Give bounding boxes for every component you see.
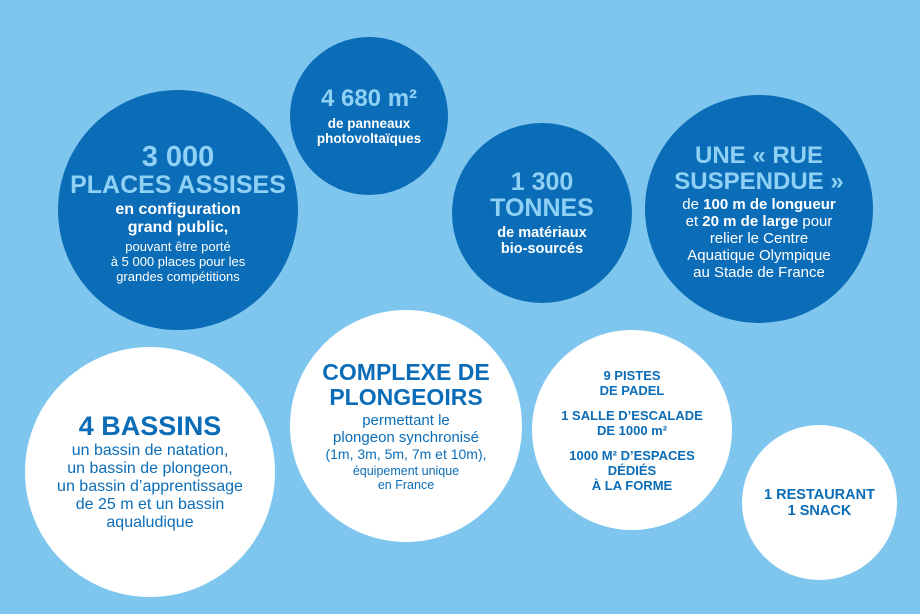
- solar-figure: 4 680 m²: [320, 84, 418, 112]
- diving-line-3: (1m, 3m, 5m, 7m et 10m),: [325, 445, 487, 462]
- materials-figure: 1 300: [510, 167, 574, 196]
- pools-headline: 4 BASSINS: [78, 411, 222, 442]
- seats-line-2: à 5 000 places pour les: [110, 254, 246, 270]
- seats-figure: 3 000: [141, 140, 215, 173]
- seats-line-1: pouvant être porté: [125, 239, 231, 255]
- street-bubble: [645, 95, 873, 323]
- materials-line-1: de matériaux: [497, 225, 587, 242]
- diving-headline-2: PLONGEOIRS: [329, 383, 483, 410]
- street-line-5: au Stade de France: [693, 263, 825, 281]
- pools-line-5: aqualudique: [106, 513, 194, 531]
- street-line-3: relier le Centre: [709, 229, 809, 247]
- solar-bubble: [290, 37, 448, 195]
- solar-line-1: de panneaux: [327, 116, 411, 132]
- street-line-2: et 20 m de large pour: [685, 212, 833, 230]
- seats-headline: PLACES ASSISES: [70, 171, 286, 200]
- materials-line-2: bio-sourcés: [500, 241, 584, 258]
- food-line-2: 1 SNACK: [787, 502, 852, 519]
- street-headline-1: UNE « RUE: [694, 142, 824, 170]
- food-bubble: [742, 425, 897, 580]
- seats-bubble: [58, 90, 298, 330]
- sports-item-1b: DE PADEL: [599, 382, 665, 398]
- diving-line-1: permettant le: [362, 411, 450, 429]
- materials-bubble: [452, 123, 632, 303]
- sports-bubble: [532, 330, 732, 530]
- diving-line-5: en France: [377, 477, 435, 492]
- materials-headline: TONNES: [490, 194, 594, 222]
- pools-line-1: un bassin de natation,: [71, 441, 229, 459]
- sports-item-3a: 1000 M² D’ESPACES: [569, 447, 695, 463]
- street-line-1: de 100 m de longueur: [682, 195, 836, 213]
- sports-item-1a: 9 PISTES: [603, 367, 661, 383]
- sports-item-3c: À LA FORME: [591, 477, 673, 493]
- street-line-4: Aquatique Olympique: [687, 246, 831, 264]
- diving-headline-1: COMPLEXE DE: [322, 359, 490, 386]
- pools-line-2: un bassin de plongeon,: [67, 459, 233, 477]
- seats-bold-1: en configuration: [115, 201, 241, 219]
- diving-line-2: plongeon synchronisé: [333, 428, 479, 446]
- sports-item-2a: 1 SALLE D’ESCALADE: [561, 407, 703, 423]
- seats-line-3: grandes compétitions: [116, 269, 240, 285]
- pools-line-3: un bassin d’apprentissage: [57, 477, 243, 495]
- seats-bold-2: grand public,: [127, 219, 229, 237]
- solar-line-2: photovoltaïques: [316, 131, 422, 147]
- pools-bubble: [25, 347, 275, 597]
- sports-item-3b: DÉDIÉS: [607, 462, 657, 478]
- street-headline-2: SUSPENDUE »: [674, 167, 844, 195]
- diving-line-4: équipement unique: [352, 463, 460, 478]
- sports-item-2b: DE 1000 m²: [596, 422, 668, 438]
- food-line-1: 1 RESTAURANT: [764, 486, 875, 503]
- diving-bubble: [290, 310, 522, 542]
- pools-line-4: de 25 m et un bassin: [75, 495, 225, 513]
